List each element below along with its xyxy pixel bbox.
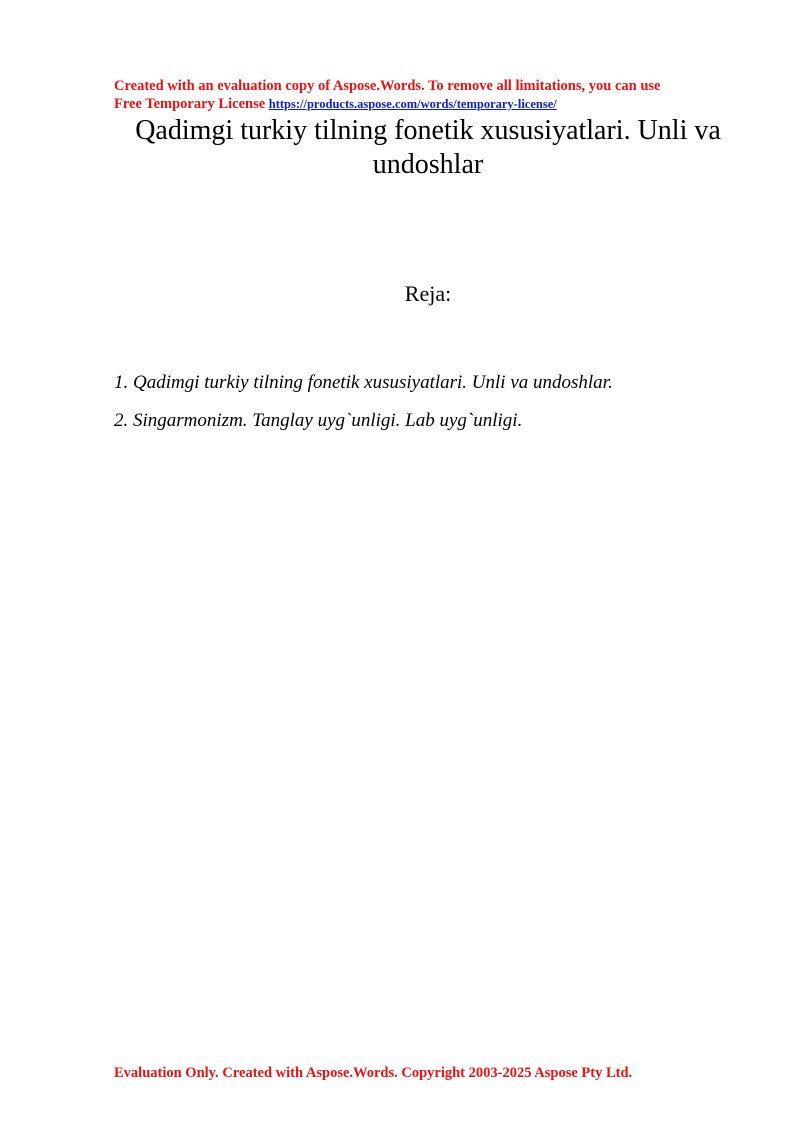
evaluation-footer: Evaluation Only. Created with Aspose.Words. Copyright 2003-2025 Aspose Pty Ltd. <box>114 1065 633 1081</box>
plan-item: 2. Singarmonizm. Tanglay uyg`unligi. Lab uyg`unligi. <box>114 410 523 431</box>
plan-heading: Reja: <box>404 281 452 306</box>
temporary-license-link[interactable]: https://products.aspose.com/words/temporary-license/ <box>268 97 557 111</box>
evaluation-banner-line: Created with an evaluation copy of Aspose.Words. To remove all limitations, you can use <box>114 78 661 94</box>
plan-list <box>114 370 754 446</box>
plan-item: 1. Qadimgi turkiy tilning fonetik xususiyatlari. Unli va undoshlar. <box>114 372 613 393</box>
license-label: Free Temporary License <box>114 96 269 112</box>
evaluation-banner <box>114 77 754 113</box>
evaluation-banner-license-line <box>114 95 754 113</box>
document-title: Qadimgi turkiy tilning fonetik xususiyatlari. Unli va undoshlar <box>135 115 721 180</box>
